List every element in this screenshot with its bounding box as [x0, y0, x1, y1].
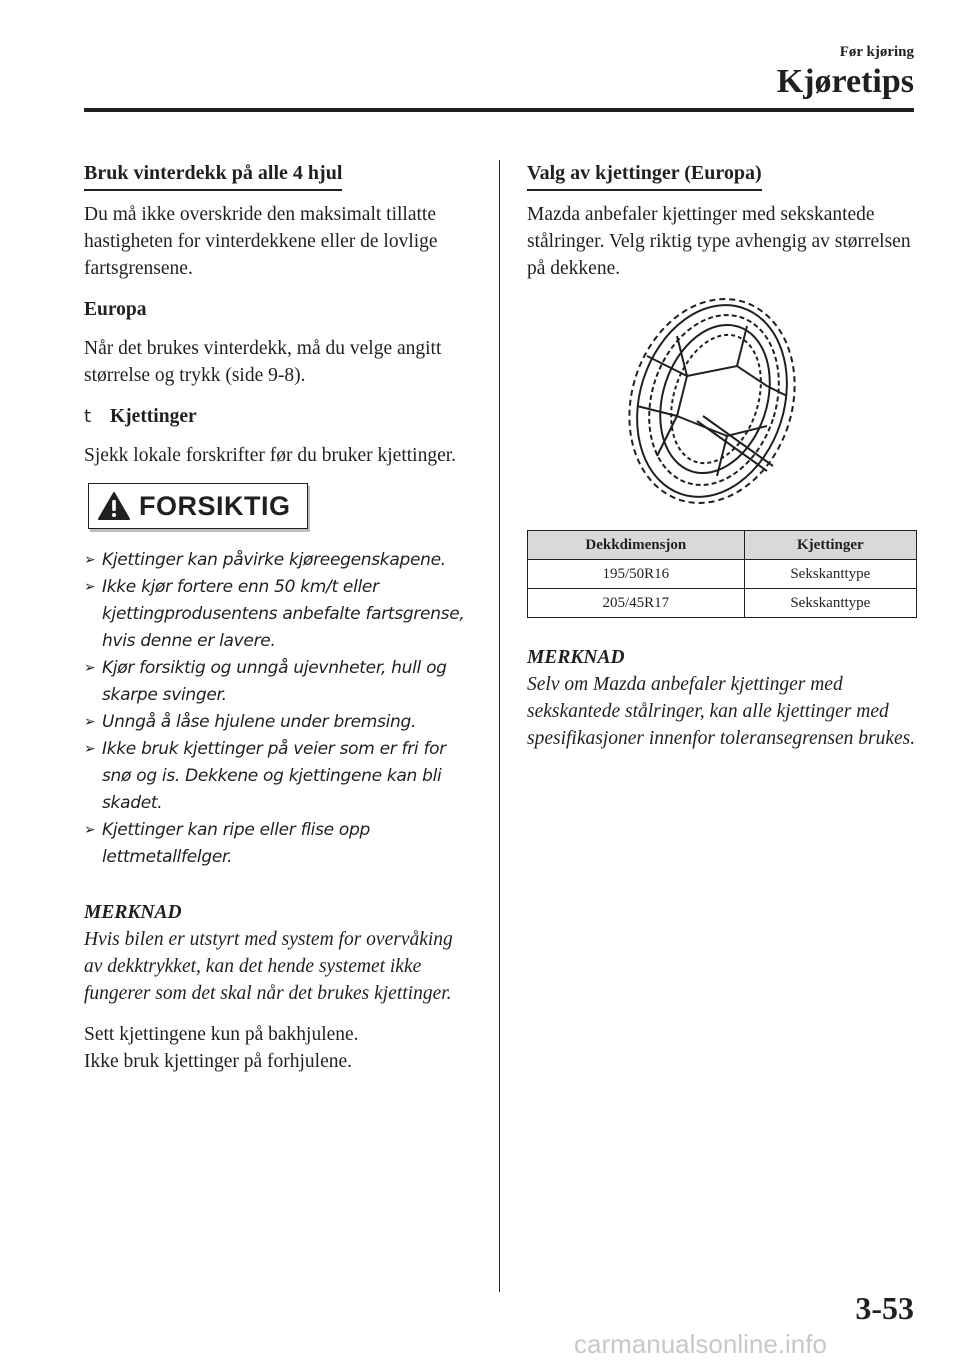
arrow-bullet-icon: ➢	[84, 579, 96, 595]
arrow-bullet-icon: ➢	[84, 552, 96, 568]
winter-tires-heading: Bruk vinterdekk på alle 4 hjul	[84, 160, 342, 191]
table-row	[528, 589, 917, 618]
arrow-bullet-icon: ➢	[84, 822, 96, 838]
caution-item: ➢ Unngå å låse hjulene under bremsing.	[84, 709, 476, 736]
rear-wheels-paragraph	[84, 1021, 476, 1075]
arrow-bullet-icon: ➢	[84, 714, 96, 730]
chain-spec-table	[527, 530, 917, 618]
section-bullet-icon: t	[84, 406, 92, 427]
caution-label: FORSIKTIG	[139, 490, 291, 521]
europe-subheading: Europa	[84, 299, 147, 320]
caution-item: ➢ Ikke bruk kjettinger på veier som er fri for snø og is. Dekkene og kjettingene kan bli skadet.	[84, 736, 476, 817]
europe-paragraph: Når det brukes vinterdekk, må du velge angitt størrelse og trykk (side 9-8).	[84, 338, 442, 386]
note-text: Hvis bilen er utstyrt med system for overvåking av dekktrykket, kan det hende systemet ikke fungerer som det skal når det brukes kjettinger.	[84, 929, 453, 1004]
front-wheels-line: Ikke bruk kjettinger på forhjulene.	[84, 1051, 353, 1072]
caution-item: ➢ Kjør forsiktig og unngå ujevnheter, hull og skarpe svinger.	[84, 655, 476, 709]
chains-heading	[84, 403, 476, 430]
column-header: Dekkdimensjon	[528, 531, 745, 560]
caution-list	[84, 547, 476, 871]
table-cell: Sekskanttype	[744, 560, 916, 589]
caution-box	[88, 483, 308, 529]
arrow-bullet-icon: ➢	[84, 660, 96, 676]
tire-chain-icon	[617, 296, 807, 506]
tire-chain-illustration	[617, 296, 917, 514]
column-divider	[499, 160, 500, 1292]
section-title: Før kjøring	[839, 44, 914, 60]
note-text: Selv om Mazda anbefaler kjettinger med sekskantede stålringer, kan alle kjettinger med spesifikasjoner innenfor toleransegrensen brukes.	[527, 674, 916, 749]
table-row	[528, 560, 917, 589]
page-number: 3-53	[855, 1290, 914, 1326]
chains-paragraph: Sjekk lokale forskrifter før du bruker kjettinger.	[84, 445, 457, 466]
note-label: MERKNAD	[84, 902, 182, 923]
table-cell: 205/45R17	[528, 589, 745, 618]
table-cell: 195/50R16	[528, 560, 745, 589]
column-header: Kjettinger	[744, 531, 916, 560]
winter-tires-paragraph: Du må ikke overskride den maksimalt tillatte hastigheten for vinterdekkene eller de lovlige fartsgrensene.	[84, 204, 438, 279]
arrow-bullet-icon: ➢	[84, 741, 96, 757]
caution-item: ➢ Kjettinger kan ripe eller flise opp lettmetallfelger.	[84, 817, 476, 871]
chain-selection-paragraph: Mazda anbefaler kjettinger med sekskantede stålringer. Velg riktig type avhengig av størrelsen på dekkene.	[527, 204, 911, 279]
header-divider	[84, 108, 914, 112]
table-header-row	[528, 531, 917, 560]
caution-item: ➢ Kjettinger kan påvirke kjøreegenskapene.	[84, 547, 476, 574]
note-label: MERKNAD	[527, 647, 625, 668]
table-cell: Sekskanttype	[744, 589, 916, 618]
warning-triangle-icon	[97, 491, 131, 521]
left-column	[84, 160, 476, 1089]
right-column	[527, 160, 917, 766]
rear-wheels-line: Sett kjettingene kun på bakhjulene.	[84, 1024, 359, 1045]
chapter-title: Kjøretips	[776, 63, 914, 100]
watermark: carmanualsonline.info	[574, 1329, 827, 1359]
chains-heading-text: Kjettinger	[110, 406, 197, 427]
caution-item: ➢ Ikke kjør fortere enn 50 km/t eller kjettingprodusentens anbefalte fartsgrense, hvis denne er lavere.	[84, 574, 476, 655]
chain-selection-heading: Valg av kjettinger (Europa)	[527, 160, 762, 191]
